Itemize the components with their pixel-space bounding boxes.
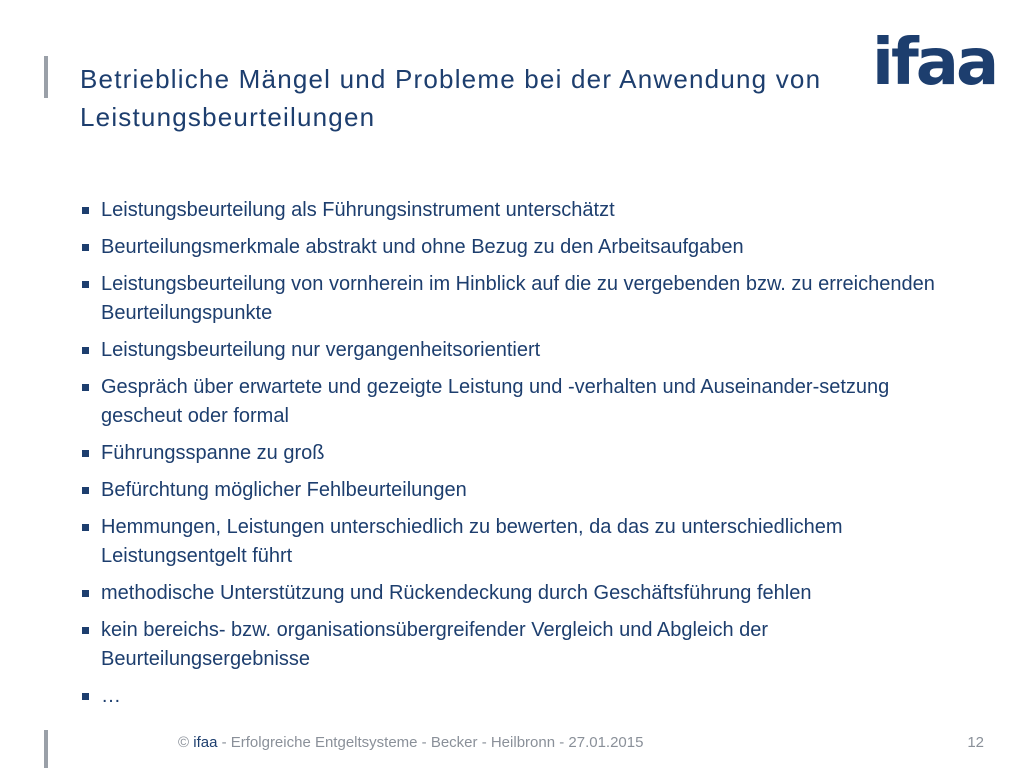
bullet-item bbox=[80, 513, 950, 571]
copyright-symbol: © bbox=[178, 734, 190, 751]
bullet-text: Befürchtung möglicher Fehlbeurteilungen bbox=[101, 479, 467, 501]
footer-org: ifaa bbox=[193, 734, 218, 751]
bullet-item bbox=[80, 336, 950, 365]
bullet-text: methodische Unterstützung und Rückendeckung durch Geschäftsführung fehlen bbox=[101, 582, 812, 604]
footer-accent-bar bbox=[44, 730, 48, 768]
bullet-item bbox=[80, 682, 950, 711]
bullet-text: Leistungsbeurteilung als Führungsinstrument unterschätzt bbox=[101, 199, 615, 221]
square-bullet-icon bbox=[82, 347, 89, 354]
square-bullet-icon bbox=[82, 384, 89, 391]
bullet-text: Hemmungen, Leistungen unterschiedlich zu bewerten, da das zu unterschiedlichem Leistungsentgelt führt bbox=[101, 516, 843, 567]
bullet-item bbox=[80, 476, 950, 505]
bullet-item bbox=[80, 373, 950, 431]
bullet-text: Gespräch über erwartete und gezeigte Leistung und -verhalten und Auseinander-setzung gescheut oder formal bbox=[101, 376, 890, 427]
square-bullet-icon bbox=[82, 627, 89, 634]
slide-title: Betriebliche Mängel und Probleme bei der Anwendung von Leistungsbeurteilungen bbox=[80, 64, 822, 132]
bullet-text: Beurteilungsmerkmale abstrakt und ohne Bezug zu den Arbeitsaufgaben bbox=[101, 236, 744, 258]
bullet-text: Führungsspanne zu groß bbox=[101, 442, 325, 464]
bullet-text: kein bereichs- bzw. organisationsübergreifender Vergleich und Abgleich der Beurteilungsergebnisse bbox=[101, 619, 769, 670]
square-bullet-icon bbox=[82, 524, 89, 531]
bullet-text: Leistungsbeurteilung nur vergangenheitsorientiert bbox=[101, 339, 541, 361]
footer-details: - Erfolgreiche Entgeltsysteme - Becker - Heilbronn - 27.01.2015 bbox=[221, 734, 644, 751]
title-accent-bar bbox=[44, 56, 48, 98]
bullet-item bbox=[80, 233, 950, 262]
square-bullet-icon bbox=[82, 244, 89, 251]
square-bullet-icon bbox=[82, 590, 89, 597]
bullet-text: … bbox=[101, 685, 121, 707]
bullet-item bbox=[80, 439, 950, 468]
bullet-item bbox=[80, 616, 950, 674]
square-bullet-icon bbox=[82, 207, 89, 214]
ifaa-logo: ifaa bbox=[872, 26, 997, 100]
footer-text bbox=[178, 733, 643, 753]
bullet-item bbox=[80, 196, 950, 225]
square-bullet-icon bbox=[82, 450, 89, 457]
square-bullet-icon bbox=[82, 487, 89, 494]
bullet-item bbox=[80, 270, 950, 328]
page-number: 12 bbox=[967, 734, 984, 751]
bullet-list bbox=[80, 196, 950, 719]
bullet-item bbox=[80, 579, 950, 608]
bullet-text: Leistungsbeurteilung von vornherein im Hinblick auf die zu vergebenden bzw. zu erreichenden Beurteilungspunkte bbox=[101, 273, 935, 324]
square-bullet-icon bbox=[82, 693, 89, 700]
square-bullet-icon bbox=[82, 281, 89, 288]
